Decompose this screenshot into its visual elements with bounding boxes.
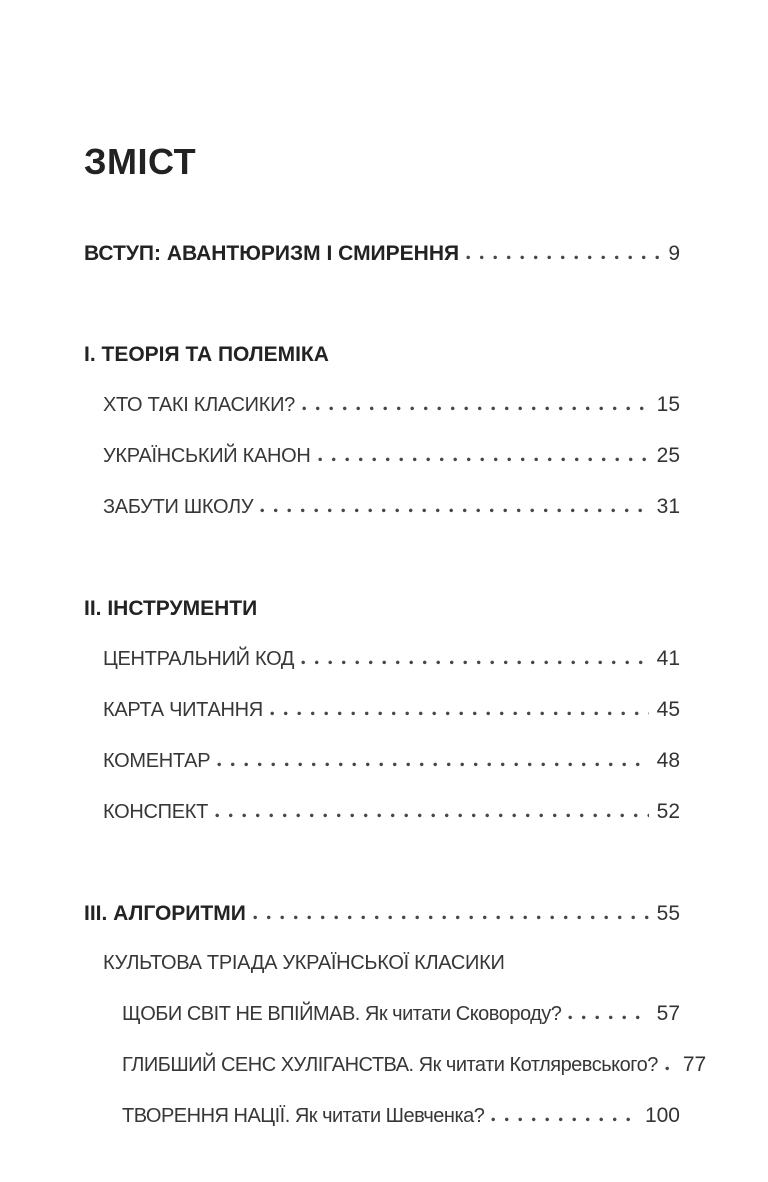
entry-label: КОНСПЕКТ [103, 801, 209, 823]
entry-page-number: 31 [656, 495, 680, 518]
entry-page-number: 100 [644, 1104, 680, 1127]
dot-leader [301, 660, 648, 665]
entry-page-number: 45 [656, 698, 680, 721]
entry-label: ЩОБИ СВІТ НЕ ВПІЙМАВ. Як читати Сковороду? [122, 1003, 562, 1025]
entry-label: КОМЕНТАР [103, 750, 211, 772]
entry-label: КАРТА ЧИТАННЯ [103, 699, 263, 721]
entry-page-number: 52 [656, 800, 680, 823]
toc-entry-row [84, 1053, 707, 1076]
dot-leader [215, 813, 649, 818]
entry-page-number: 55 [656, 902, 680, 925]
toc-entry-row [84, 750, 680, 772]
dot-leader [568, 1015, 648, 1020]
entry-page-number: 9 [668, 242, 680, 265]
toc-section-row [84, 344, 680, 365]
entry-page-number: 25 [656, 444, 680, 467]
dot-leader [466, 255, 660, 260]
entry-page-number: 77 [682, 1053, 707, 1076]
entry-page-number: 15 [656, 393, 680, 416]
toc-entry-row [84, 648, 680, 670]
entry-label: І. ТЕОРІЯ ТА ПОЛЕМІКА [84, 343, 329, 366]
entry-label: ЗАБУТИ ШКОЛУ [103, 496, 254, 518]
entry-label: ІІ. ІНСТРУМЕНТИ [84, 597, 258, 620]
toc-section-row [84, 598, 680, 619]
dot-leader [253, 915, 649, 920]
entry-label: ГЛИБШИЙ СЕНС ХУЛІГАНСТВА. Як читати Котляревського? [122, 1054, 658, 1076]
dot-leader [318, 457, 649, 462]
toc-entry-row [84, 445, 680, 467]
toc-entry-row [84, 1003, 680, 1025]
entry-label: ЦЕНТРАЛЬНИЙ КОД [103, 648, 295, 670]
toc-section-row [84, 903, 680, 924]
entry-page-number: 57 [656, 1002, 680, 1025]
dot-leader [217, 762, 648, 767]
entry-label: ВСТУП: АВАНТЮРИЗМ І СМИРЕННЯ [84, 242, 460, 265]
dot-leader [260, 508, 648, 513]
toc-entry-row [84, 801, 680, 823]
dot-leader [491, 1117, 637, 1122]
entry-page-number: 48 [656, 749, 680, 772]
entry-label: УКРАЇНСЬКИЙ КАНОН [103, 445, 311, 467]
entry-label: ІІІ. АЛГОРИТМИ [84, 902, 246, 925]
toc-entry-row [84, 953, 680, 974]
entry-label: КУЛЬТОВА ТРІАДА УКРАЇНСЬКОЇ КЛАСИКИ [103, 952, 505, 974]
toc-entry-row [84, 243, 680, 264]
dot-leader [665, 1066, 675, 1071]
entry-label: ТВОРЕННЯ НАЦІЇ. Як читати Шевченка? [122, 1105, 485, 1127]
entry-page-number: 41 [656, 647, 680, 670]
page-title: ЗМІСТ [84, 141, 197, 182]
entry-label: ХТО ТАКІ КЛАСИКИ? [103, 394, 295, 416]
toc-entry-row [84, 496, 680, 518]
toc-entry-row [84, 699, 680, 721]
dot-leader [302, 406, 649, 411]
toc-entry-row [84, 1105, 680, 1127]
dot-leader [270, 711, 649, 716]
toc-entry-row [84, 394, 680, 416]
toc-list [84, 242, 707, 1127]
